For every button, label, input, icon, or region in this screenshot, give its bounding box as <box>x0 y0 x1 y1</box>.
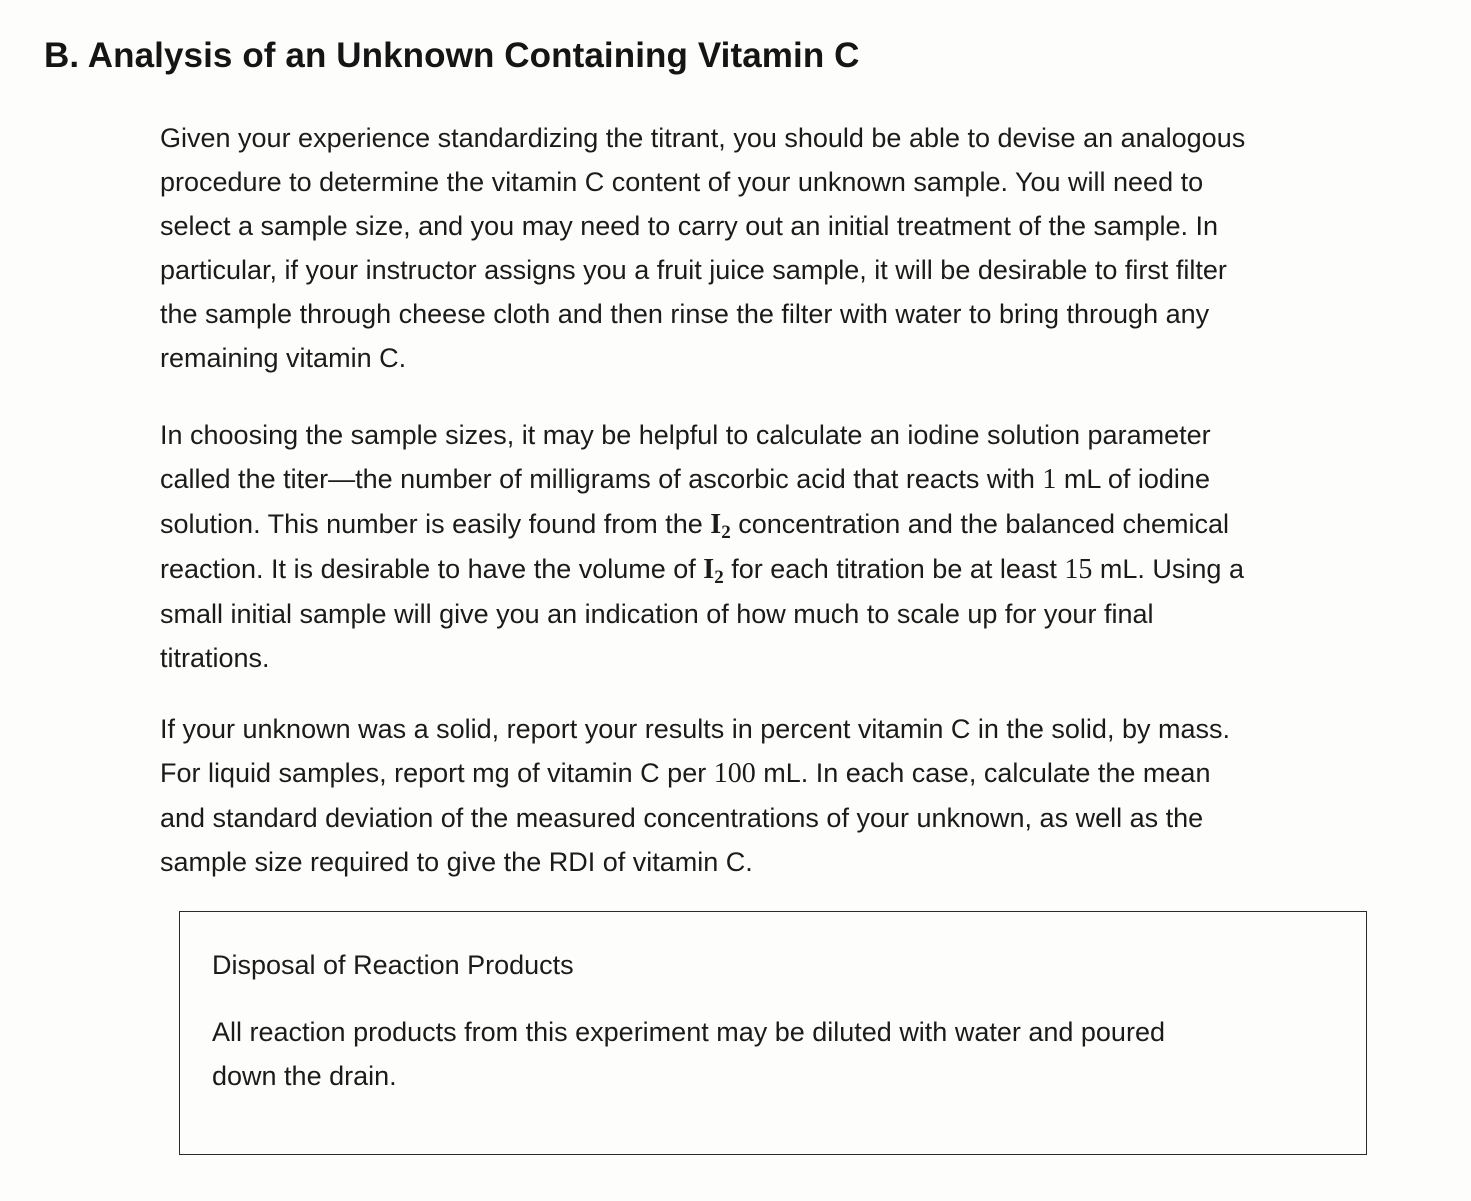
text-line: the sample through cheese cloth and then rinse the filter with water to bring through any <box>160 299 1210 329</box>
text-line: All reaction products from this experiment may be diluted with water and poured <box>212 1017 1165 1047</box>
section-heading: B. Analysis of an Unknown Containing Vitamin C <box>44 36 860 75</box>
text-line <box>160 502 1400 547</box>
number-value: 100 <box>713 758 756 789</box>
text-line <box>160 547 1400 592</box>
text-line: remaining vitamin C. <box>160 343 407 373</box>
text-line: In choosing the sample sizes, it may be helpful to calculate an iodine solution parameter <box>160 420 1211 450</box>
text-line: small initial sample will give you an indication of how much to scale up for your final <box>160 599 1154 629</box>
text-line: down the drain. <box>212 1061 397 1091</box>
number-value: 1 <box>1042 464 1057 495</box>
text-segment: called the titer—the number of milligrams of ascorbic acid that reacts with <box>160 464 1043 494</box>
paragraph-procedure <box>160 116 1400 380</box>
text-segment: For liquid samples, report mg of vitamin C per <box>160 758 714 788</box>
text-segment: for each titration be at least <box>723 554 1065 584</box>
text-line <box>160 457 1400 502</box>
chem-element: I <box>703 554 715 585</box>
paragraph-titer <box>160 413 1400 680</box>
text-line: Given your experience standardizing the titrant, you should be able to devise an analogous <box>160 123 1246 153</box>
text-line: particular, if your instructor assigns you a fruit juice sample, it will be desirable to first filter <box>160 255 1227 285</box>
text-line: titrations. <box>160 643 270 673</box>
text-segment: solution. This number is easily found from the <box>160 509 711 539</box>
disposal-text <box>212 1010 1165 1098</box>
text-line: procedure to determine the vitamin C content of your unknown sample. You will need to <box>160 167 1204 197</box>
chem-subscript: 2 <box>714 567 724 588</box>
text-segment: concentration and the balanced chemical <box>730 509 1230 539</box>
text-line <box>160 751 1400 796</box>
paragraph-reporting <box>160 707 1400 884</box>
chem-subscript: 2 <box>721 522 731 543</box>
chem-element: I <box>710 509 722 540</box>
text-segment: mL. In each case, calculate the mean <box>755 758 1211 788</box>
number-value: 15 <box>1064 554 1093 585</box>
iodine-formula <box>710 509 731 543</box>
text-line: If your unknown was a solid, report your results in percent vitamin C in the solid, by mass. <box>160 714 1230 744</box>
text-segment: mL. Using a <box>1092 554 1244 584</box>
disposal-box <box>179 911 1367 1155</box>
iodine-formula <box>703 554 724 588</box>
text-segment: reaction. It is desirable to have the volume of <box>160 554 704 584</box>
disposal-title: Disposal of Reaction Products <box>212 950 574 980</box>
text-segment: mL of iodine <box>1056 464 1210 494</box>
text-line: and standard deviation of the measured concentrations of your unknown, as well as the <box>160 803 1204 833</box>
text-line: sample size required to give the RDI of vitamin C. <box>160 847 753 877</box>
text-line: select a sample size, and you may need to carry out an initial treatment of the sample. In <box>160 211 1219 241</box>
